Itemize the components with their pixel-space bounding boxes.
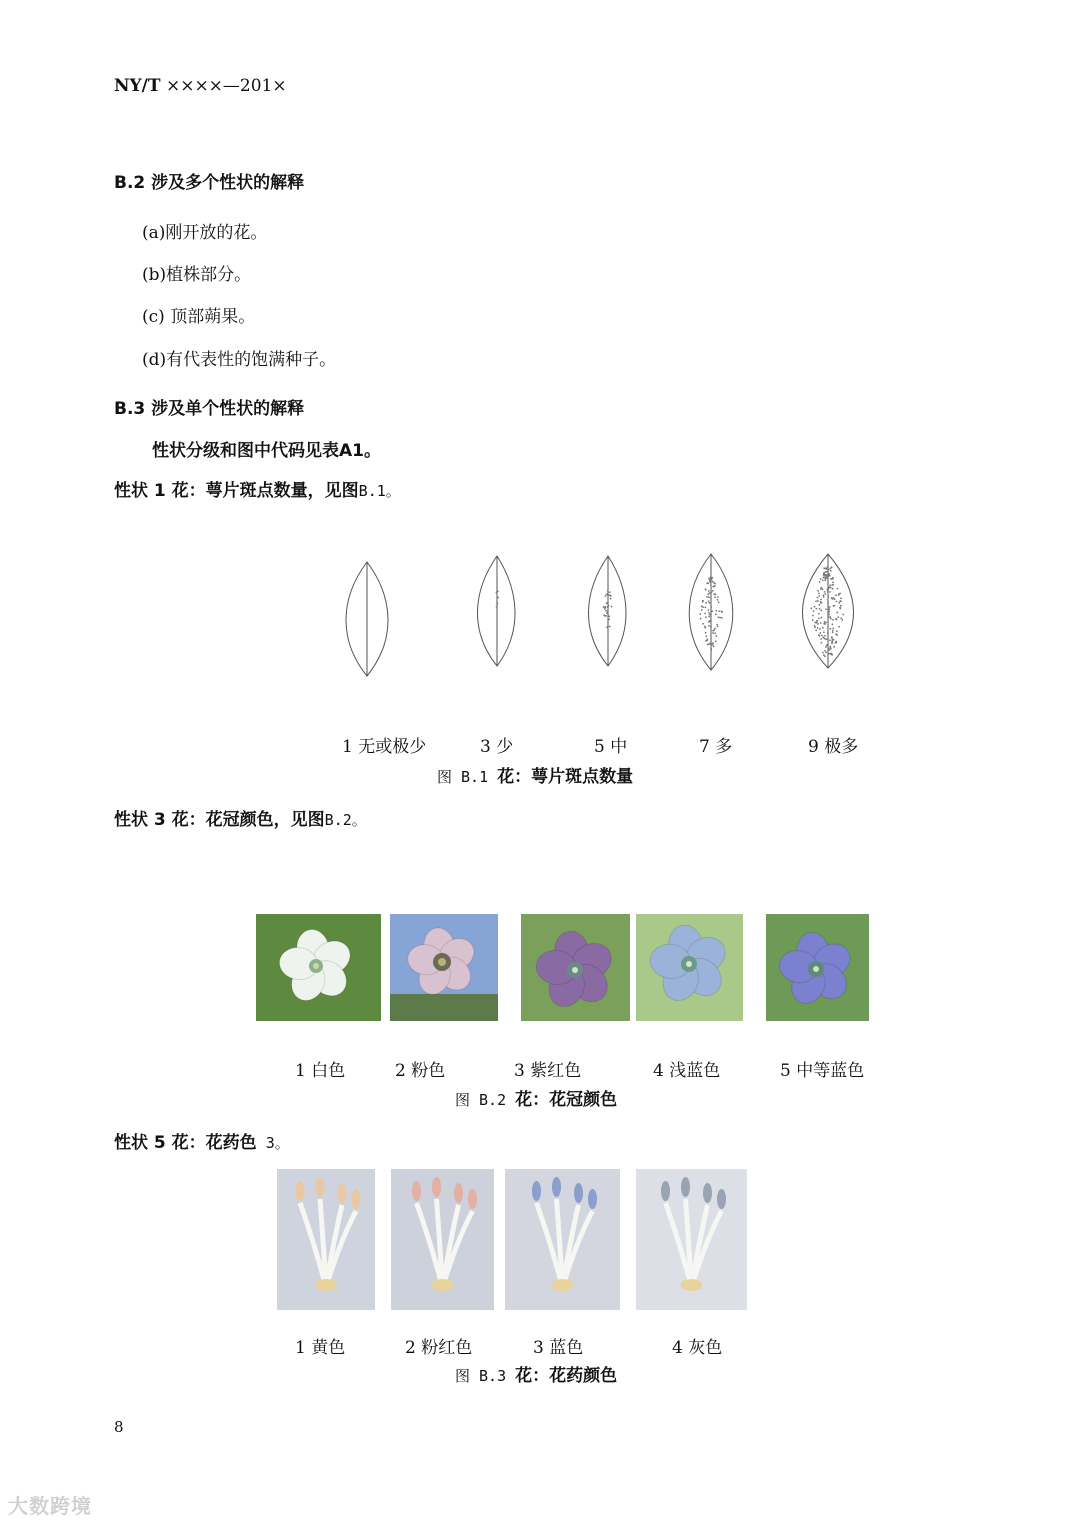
flower-photo-pink	[390, 914, 498, 1021]
trait1-ref: B.1。	[358, 482, 401, 500]
figure-b3-title: 花：花药颜色	[515, 1366, 618, 1386]
trait5-label-1: 1 黄色	[295, 1338, 346, 1358]
figure-b2-number: 图 B.2	[455, 1091, 516, 1109]
sepal-spot-illustrations	[330, 548, 870, 688]
b2-item-b: (b)植株部分。	[142, 265, 252, 285]
trait1-label-3: 3 少	[480, 737, 514, 757]
trait5-text: 性状 5 花：花药色	[114, 1133, 257, 1153]
trait3-ref: B.2。	[324, 811, 367, 829]
trait1-text: 性状 1 花：萼片斑点数量，见图	[114, 481, 359, 501]
figure-b2-title: 花：花冠颜色	[515, 1090, 618, 1110]
watermark-logo: 大数跨境	[8, 1494, 92, 1518]
b2-item-c: (c) 顶部蒴果。	[142, 307, 256, 327]
sepal-5-medium	[588, 556, 626, 666]
sepal-3-few	[477, 556, 515, 666]
document-code	[114, 76, 287, 96]
figure-b3-number: 图 B.3	[455, 1367, 516, 1385]
section-b3-title: B.3 涉及单个性状的解释	[114, 399, 305, 419]
anther-photo-yellow	[277, 1169, 375, 1310]
figure-b3-caption	[455, 1361, 617, 1386]
trait3-label-1: 1 白色	[295, 1061, 346, 1081]
trait1-label-5: 5 中	[594, 737, 628, 757]
b2-item-d: (d)有代表性的饱满种子。	[142, 350, 337, 370]
trait1-label-7: 7 多	[699, 737, 733, 757]
trait1-label-1: 1 无或极少	[342, 737, 427, 757]
trait3-label-5: 5 中等蓝色	[780, 1061, 865, 1081]
figure-b2-caption	[455, 1085, 617, 1110]
flower-photo-medium-blue	[766, 914, 869, 1021]
sepal-9-very-many	[803, 554, 854, 668]
trait1-heading	[114, 476, 401, 501]
document-code-suffix: ××××—201×	[160, 76, 287, 96]
trait5-label-3: 3 蓝色	[533, 1338, 584, 1358]
b2-item-a: (a)刚开放的花。	[142, 223, 268, 243]
trait5-ref: 3。	[256, 1134, 290, 1152]
anther-photo-blue	[505, 1169, 620, 1310]
trait3-label-3: 3 紫红色	[514, 1061, 582, 1081]
flower-photo-purple	[521, 914, 630, 1021]
trait3-label-2: 2 粉色	[395, 1061, 446, 1081]
page-number: 8	[114, 1418, 124, 1436]
trait5-heading	[114, 1128, 290, 1153]
figure-b1-caption	[437, 762, 633, 787]
trait5-label-2: 2 粉红色	[405, 1338, 473, 1358]
flower-photo-light-blue	[636, 914, 743, 1021]
trait1-label-9: 9 极多	[808, 737, 859, 757]
trait3-heading	[114, 805, 367, 830]
document-code-prefix: NY/T	[114, 76, 161, 96]
anther-photo-pink	[391, 1169, 494, 1310]
sepal-1-none	[346, 562, 388, 676]
sepal-7-many	[689, 554, 733, 670]
b3-note: 性状分级和图中代码见表A1。	[152, 441, 381, 461]
figure-b1-number: 图 B.1	[437, 768, 498, 786]
flower-photo-white	[256, 914, 381, 1021]
trait5-label-4: 4 灰色	[672, 1338, 723, 1358]
section-b2-title: B.2 涉及多个性状的解释	[114, 173, 305, 193]
trait3-text: 性状 3 花：花冠颜色，见图	[114, 810, 325, 830]
trait3-label-4: 4 浅蓝色	[653, 1061, 721, 1081]
figure-b1-title: 花：萼片斑点数量	[497, 767, 634, 787]
anther-photo-grey	[636, 1169, 747, 1310]
